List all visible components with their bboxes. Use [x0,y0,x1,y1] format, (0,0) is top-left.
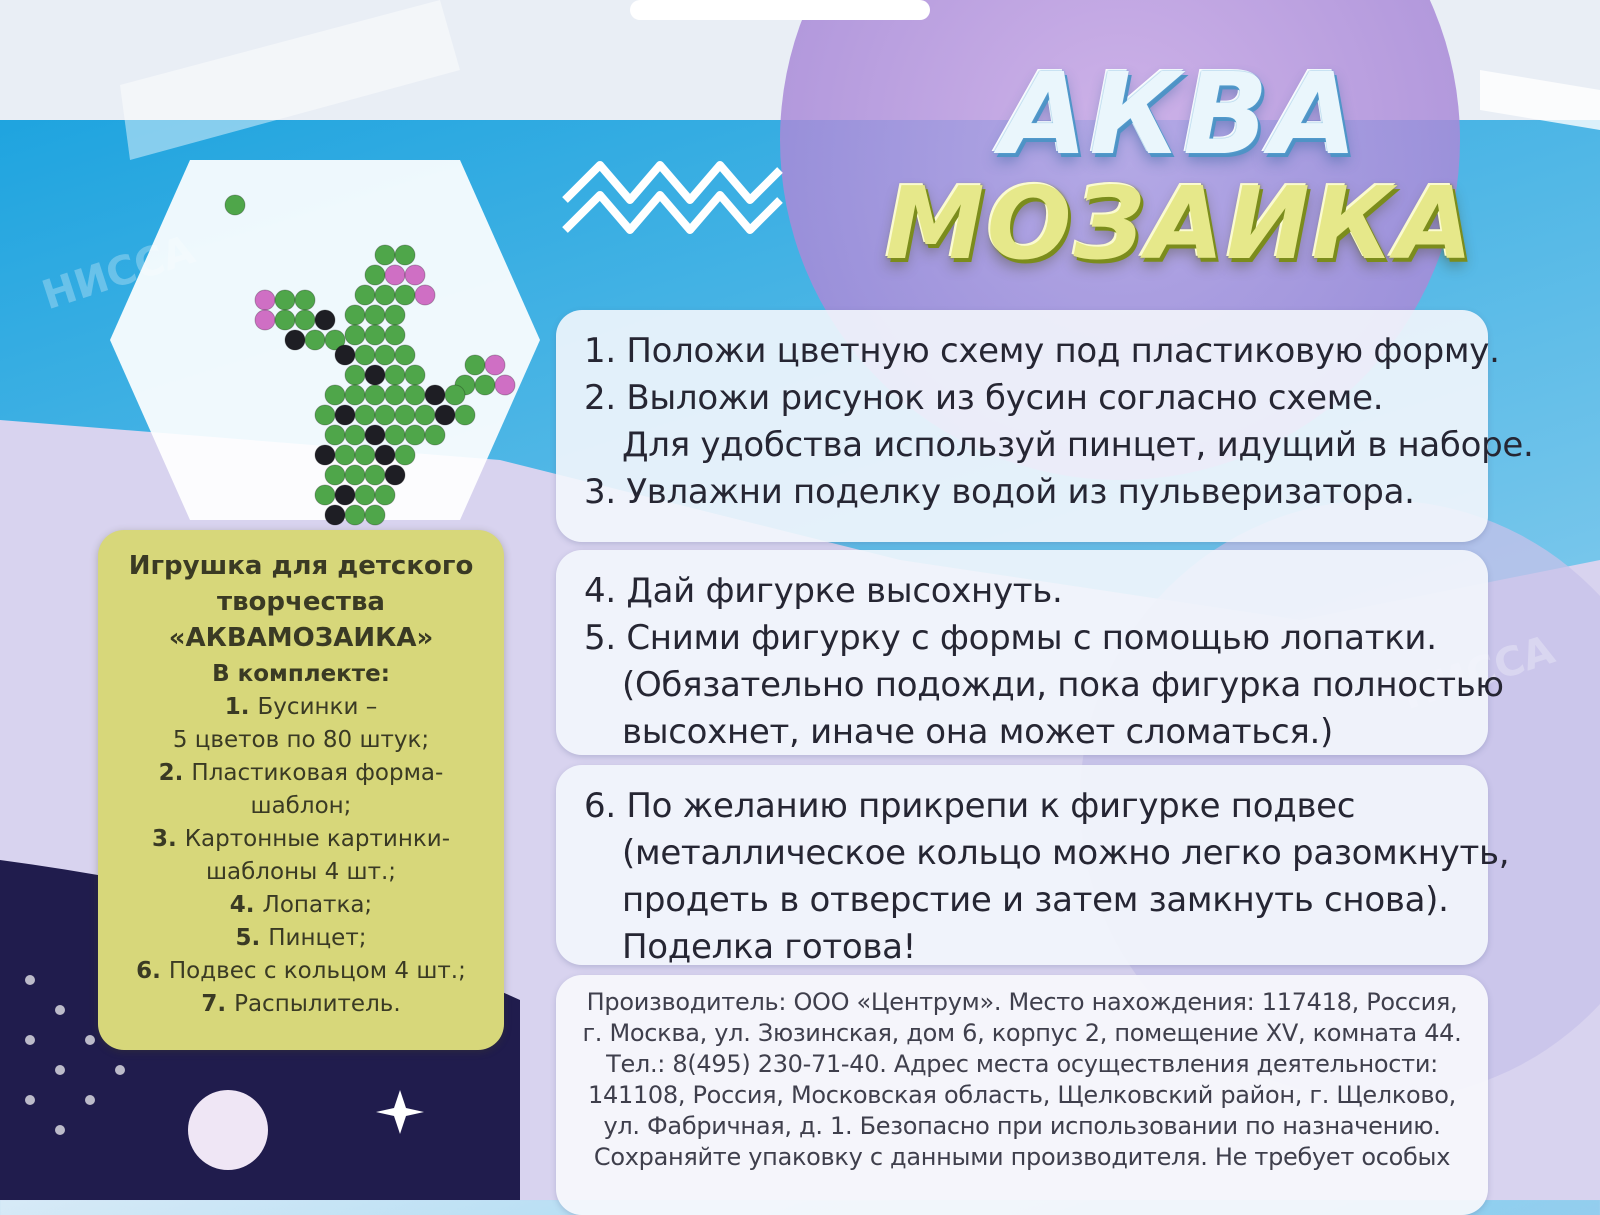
bead [345,385,365,405]
kit-item-number: 4. [229,892,263,918]
bead [315,310,335,330]
instruction-step: 6. По желанию прикрепи к фигурке подвес [584,786,1356,826]
manufacturer-line: г. Москва, ул. Зюзинская, дом 6, корпус 2, помещение XV, комната 44. [582,1019,1462,1047]
bead [445,385,465,405]
bead [365,325,385,345]
bead [465,355,485,375]
bead [325,465,345,485]
bead [325,385,345,405]
bead [385,465,405,485]
kit-item-number: 1. [224,694,258,720]
bead [345,465,365,485]
bead [315,405,335,425]
instruction-note: Поделка готова! [622,927,916,967]
bead [355,345,375,365]
instructions-panel-3 [556,765,1510,967]
bead [355,485,375,505]
bead [375,405,395,425]
bead [375,345,395,365]
bead [475,375,495,395]
kit-item-text: Пластиковая форма- [191,760,444,786]
kit-item [98,955,504,988]
bead [405,365,425,385]
instruction-note: Для удобства используй пинцет, идущий в наборе. [622,425,1534,465]
bead [325,425,345,445]
bead [335,445,355,465]
bead [375,285,395,305]
bead [395,285,415,305]
kit-item [98,757,504,790]
bead [285,330,305,350]
kit-item [98,691,504,724]
bead [335,485,355,505]
bead [295,310,315,330]
bead-cactus-illustration [100,150,540,530]
bead [255,310,275,330]
bead [365,505,385,525]
bead [405,265,425,285]
kit-item-text: Картонные картинки- [184,826,451,852]
kit-items-list [98,691,504,1021]
kit-item [98,823,504,856]
bead [325,505,345,525]
instruction-step: 5. Сними фигурку с формы с помощью лопатки. [584,618,1437,658]
bead [495,375,515,395]
bead [345,305,365,325]
bead [385,425,405,445]
bead [315,485,335,505]
bead [425,385,445,405]
instructions-panel-2 [556,550,1504,755]
bead [385,365,405,385]
bead [405,385,425,405]
product-title-line1: АКВА [1000,50,1360,180]
instruction-step: 3. Увлажни поделку водой из пульверизатора. [584,472,1415,512]
bead [435,405,455,425]
manufacturer-line: ул. Фабричная, д. 1. Безопасно при использовании по назначению. [603,1112,1441,1140]
kit-item-text: 5 цветов по 80 штук; [172,727,430,753]
kit-title: Игрушка для детского творчества [128,551,474,617]
kit-item-text: Пинцет; [268,925,367,951]
bead [385,385,405,405]
kit-item-number: 3. [151,826,185,852]
bead [255,290,275,310]
bead [345,425,365,445]
instruction-list [584,328,1534,516]
instruction-note: продеть в отверстие и затем замкнуть снова). [622,880,1449,920]
bead [375,445,395,465]
kit-item-number: 7. [201,991,235,1017]
kit-item-text: шаблон; [250,793,352,819]
kit-item-text: шаблоны 4 шт.; [205,859,397,885]
product-title-line2: МОЗАИКА [885,165,1475,282]
instruction-step: 2. Выложи рисунок из бусин согласно схеме. [584,378,1384,418]
instruction-list [584,783,1510,971]
bead [225,195,245,215]
kit-item [98,922,504,955]
bead [455,405,475,425]
bead [365,425,385,445]
bead [395,445,415,465]
kit-item-number: 5. [235,925,269,951]
bead [365,305,385,325]
kit-item [98,889,504,922]
product-title [820,40,1540,290]
bead [385,305,405,325]
instruction-step: 1. Положи цветную схему под пластиковую форму. [584,331,1500,371]
manufacturer-line: Тел.: 8(495) 230-71-40. Адрес места осуществления деятельности: [606,1050,1438,1078]
bead [345,325,365,345]
bead [385,325,405,345]
bead [375,485,395,505]
bead [345,505,365,525]
bead [415,285,435,305]
kit-item-text: Подвес с кольцом 4 шт.; [168,958,466,984]
kit-item-number: 2. [158,760,192,786]
manufacturer-line: 141108, Россия, Московская область, Щелковский район, г. Щелково, [588,1081,1456,1109]
kit-item [98,988,504,1021]
bead [395,245,415,265]
manufacturer-info [578,987,1466,1173]
kit-product-name: «АКВАМОЗАИКА» [168,623,434,653]
bead [275,310,295,330]
kit-contents-box [98,530,504,1050]
bead [365,265,385,285]
bead [395,405,415,425]
bead [295,290,315,310]
kit-item-text: Лопатка; [262,892,373,918]
instructions-panel-1 [556,310,1534,542]
bead [415,405,435,425]
instruction-step: 4. Дай фигурке высохнуть. [584,571,1063,611]
bead [335,345,355,365]
bead [395,345,415,365]
bead [485,355,505,375]
bead [365,385,385,405]
bead [345,365,365,385]
bead [355,445,375,465]
bead [365,465,385,485]
instruction-note: (металлическое кольцо можно легко разомкнуть, [622,833,1510,873]
bead [275,290,295,310]
bead [335,405,355,425]
instruction-note: высохнет, иначе она может сломаться.) [622,712,1334,752]
manufacturer-line: Производитель: ООО «Центрум». Место нахождения: 117418, Россия, [586,988,1458,1016]
watermark: НИССА [36,226,200,320]
manufacturer-line: Сохраняйте упаковку с данными производителя. Не требует особых [593,1143,1451,1171]
kit-item-text: Распылитель. [234,991,401,1017]
bead [375,245,395,265]
kit-subtitle: В комплекте: [212,661,390,687]
bead [315,445,335,465]
kit-item [98,856,504,889]
bead [425,425,445,445]
instruction-note: (Обязательно подожди, пока фигурка полностью [622,665,1504,705]
bead [305,330,325,350]
kit-item-number: 6. [136,958,169,984]
kit-item [98,790,504,823]
instruction-list [584,568,1504,756]
manufacturer-panel [556,975,1488,1215]
bead [355,405,375,425]
bead [405,425,425,445]
bead [355,285,375,305]
kit-item [98,724,504,757]
kit-item-text: Бусинки – [257,694,378,720]
bead [365,365,385,385]
bead [385,265,405,285]
